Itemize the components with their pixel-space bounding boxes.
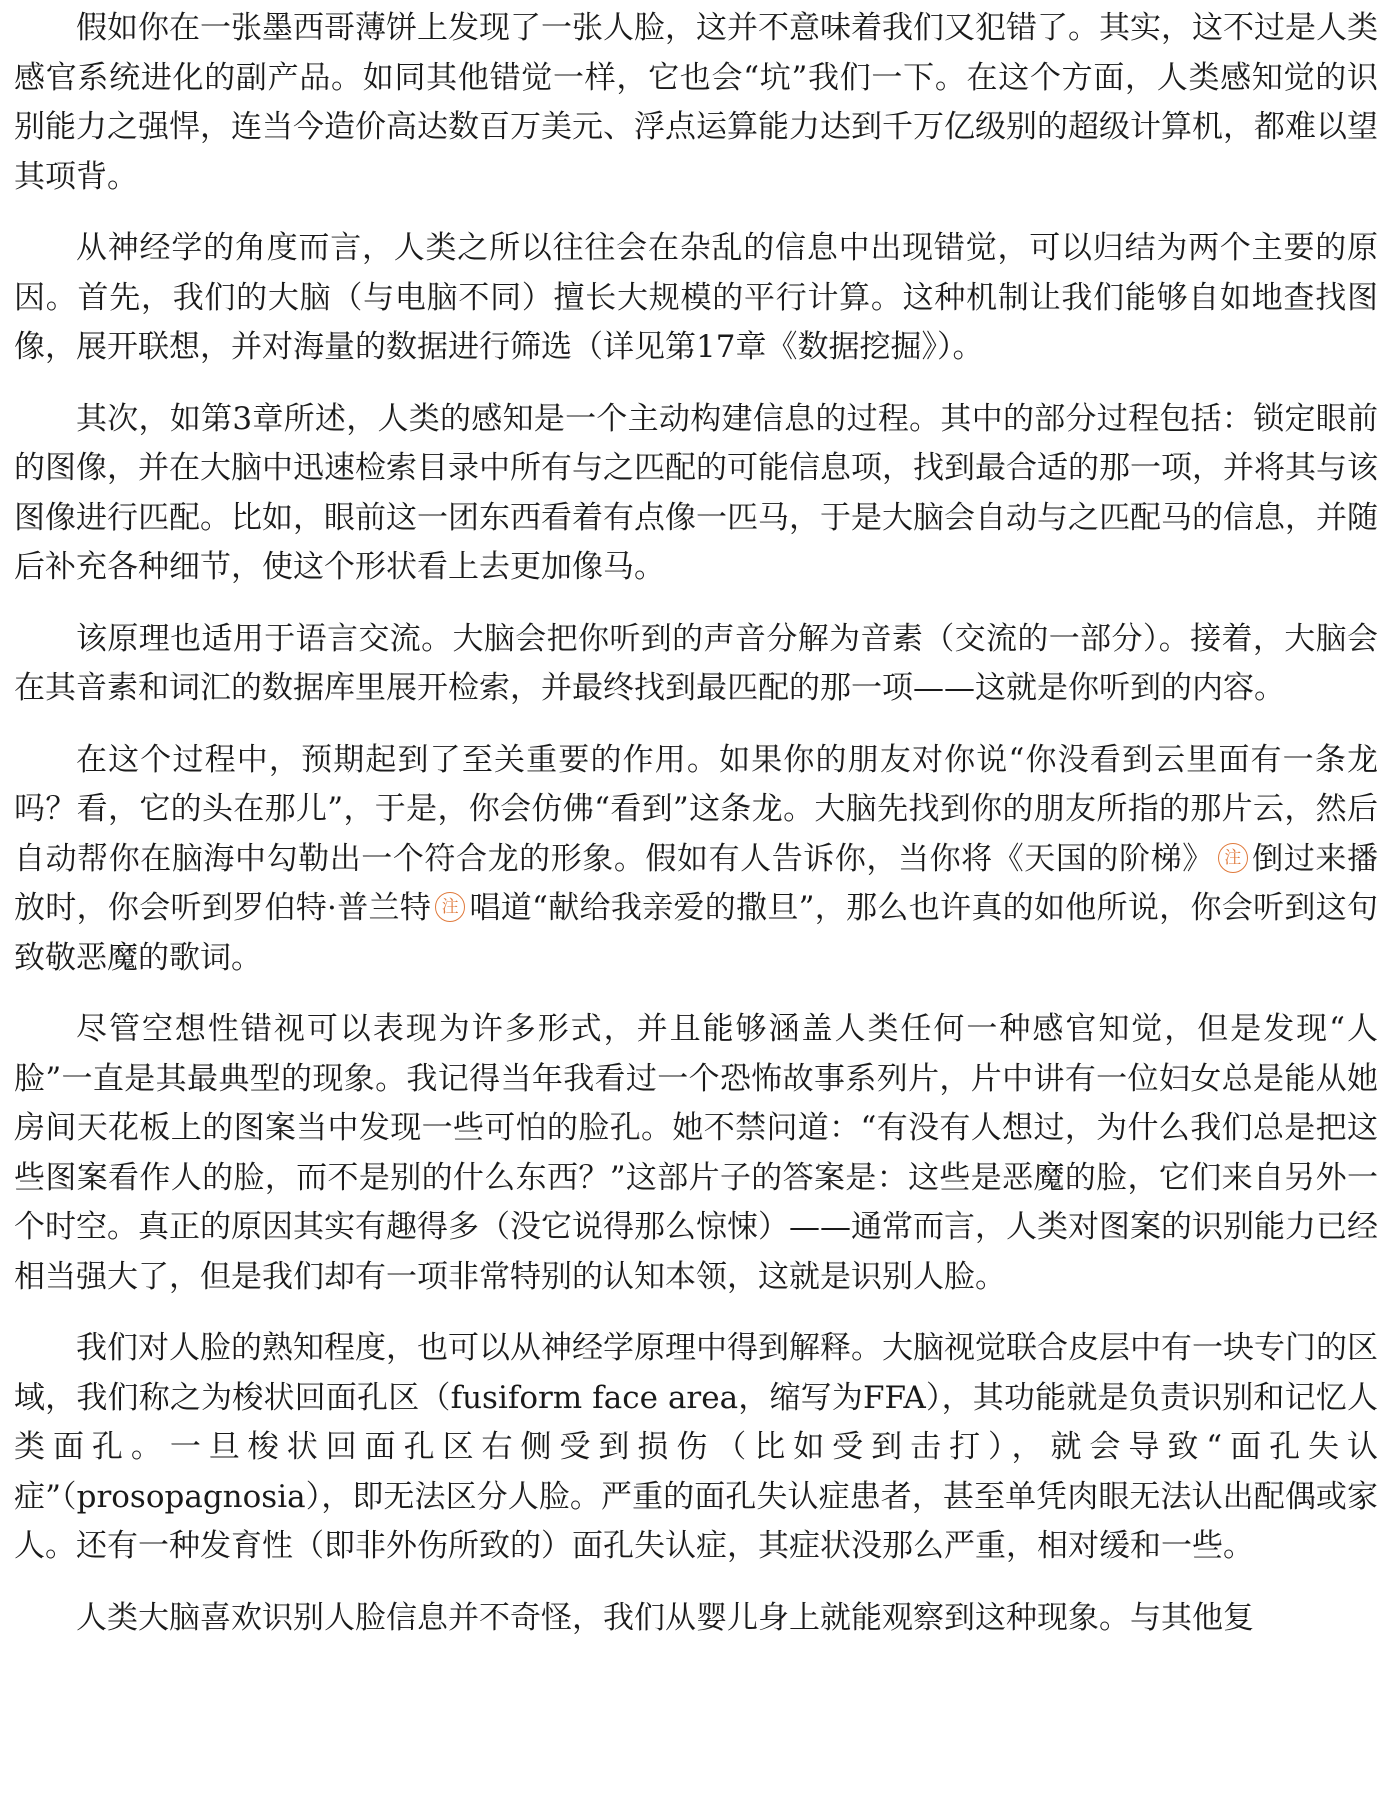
paragraph-text: 尽管空想性错视可以表现为许多形式，并且能够涵盖人类任何一种感官知觉，但是发现“人脸”一直是其最典型的现象。我记得当年我看过一个恐怖故事系列片，片中讲有一位妇女总是能从她房间天花板上的图案当中发现一些可怕的脸孔。她不禁问道：“有没有人想过，为什么我们总是把这些图案看作人的脸，而不是别的什么东西？”这部片子的答案是：这些是恶魔的脸，它们来自另外一个时空。真正的原因其实有趣得多（没它说得那么惊悚）——通常而言，人类对图案的识别能力已经相当强大了，但是我们却有一项非常特别的认知本领，这就是识别人脸。 — [14, 1011, 1378, 1295]
paragraph-text: 我们对人脸的熟知程度，也可以从神经学原理中得到解释。大脑视觉联合皮层中有一块专门的区域，我们称之为梭状回面孔区（fusiform face area，缩写为FFA），其功能就是负责识别和记忆人类面孔。一旦梭状回面孔区右侧受到损伤（比如受到击打），就会导致“面孔失认症”（prosopagnosia），即无法区分人脸。严重的面孔失认症患者，甚至单凭肉眼无法认出配偶或家人。还有一种发育性（即非外伤所致的）面孔失认症，其症状没那么严重，相对缓和一些。 — [14, 1330, 1378, 1564]
paragraph-text: 人类大脑喜欢识别人脸信息并不奇怪，我们从婴儿身上就能观察到这种现象。与其他复 — [76, 1599, 1254, 1636]
paragraph-text: 从神经学的角度而言，人类之所以往往会在杂乱的信息中出现错觉，可以归结为两个主要的原因。首先，我们的大脑（与电脑不同）擅长大规模的平行计算。这种机制让我们能够自如地查找图像，展开联想，并对海量的数据进行筛选（详见第17章《数据挖掘》）。 — [14, 230, 1378, 365]
paragraph-text: 倒过来播放时，你会听到罗伯特·普兰特 — [14, 840, 1379, 926]
paragraph-6 — [14, 1005, 1378, 1302]
paragraph-5 — [14, 736, 1378, 984]
paragraph-text: 假如你在一张墨西哥薄饼上发现了一张人脸，这并不意味着我们又犯错了。其实，这不过是人类感官系统进化的副产品。如同其他错觉一样，它也会“坑”我们一下。在这个方面，人类感知觉的识别能力之强悍，连当今造价高达数百万美元、浮点运算能力达到千万亿级别的超级计算机，都难以望其项背。 — [14, 10, 1378, 195]
paragraph-text: 该原理也适用于语言交流。大脑会把你听到的声音分解为音素（交流的一部分）。接着，大脑会在其音素和词汇的数据库里展开检索，并最终找到最匹配的那一项——这就是你听到的内容。 — [14, 620, 1378, 706]
footnote-icon[interactable]: 注 — [1218, 843, 1248, 873]
paragraph-4 — [14, 615, 1378, 714]
paragraph-text: 在这个过程中，预期起到了至关重要的作用。如果你的朋友对你说“你没看到云里面有一条龙吗？看，它的头在那儿”，于是，你会仿佛“看到”这条龙。大脑先找到你的朋友所指的那片云，然后自动帮你在脑海中勾勒出一个符合龙的形象。假如有人告诉你，当你将《天国的阶梯》 — [14, 741, 1378, 877]
paragraph-1 — [14, 4, 1378, 202]
paragraph-text: 其次，如第3章所述，人类的感知是一个主动构建信息的过程。其中的部分过程包括：锁定眼前的图像，并在大脑中迅速检索目录中所有与之匹配的可能信息项，找到最合适的那一项，并将其与该图像进行匹配。比如，眼前这一团东西看着有点像一匹马，于是大脑会自动与之匹配马的信息，并随后补充各种细节，使这个形状看上去更加像马。 — [14, 400, 1378, 585]
document-page — [14, 4, 1378, 1665]
paragraph-8 — [14, 1594, 1378, 1644]
paragraph-3 — [14, 395, 1378, 593]
paragraph-text: 唱道“献给我亲爱的撒旦”，那么也许真的如他所说，你会听到这句致敬恶魔的歌词。 — [14, 890, 1378, 976]
paragraph-7 — [14, 1324, 1378, 1572]
paragraph-2 — [14, 224, 1378, 373]
footnote-icon[interactable]: 注 — [435, 892, 465, 922]
